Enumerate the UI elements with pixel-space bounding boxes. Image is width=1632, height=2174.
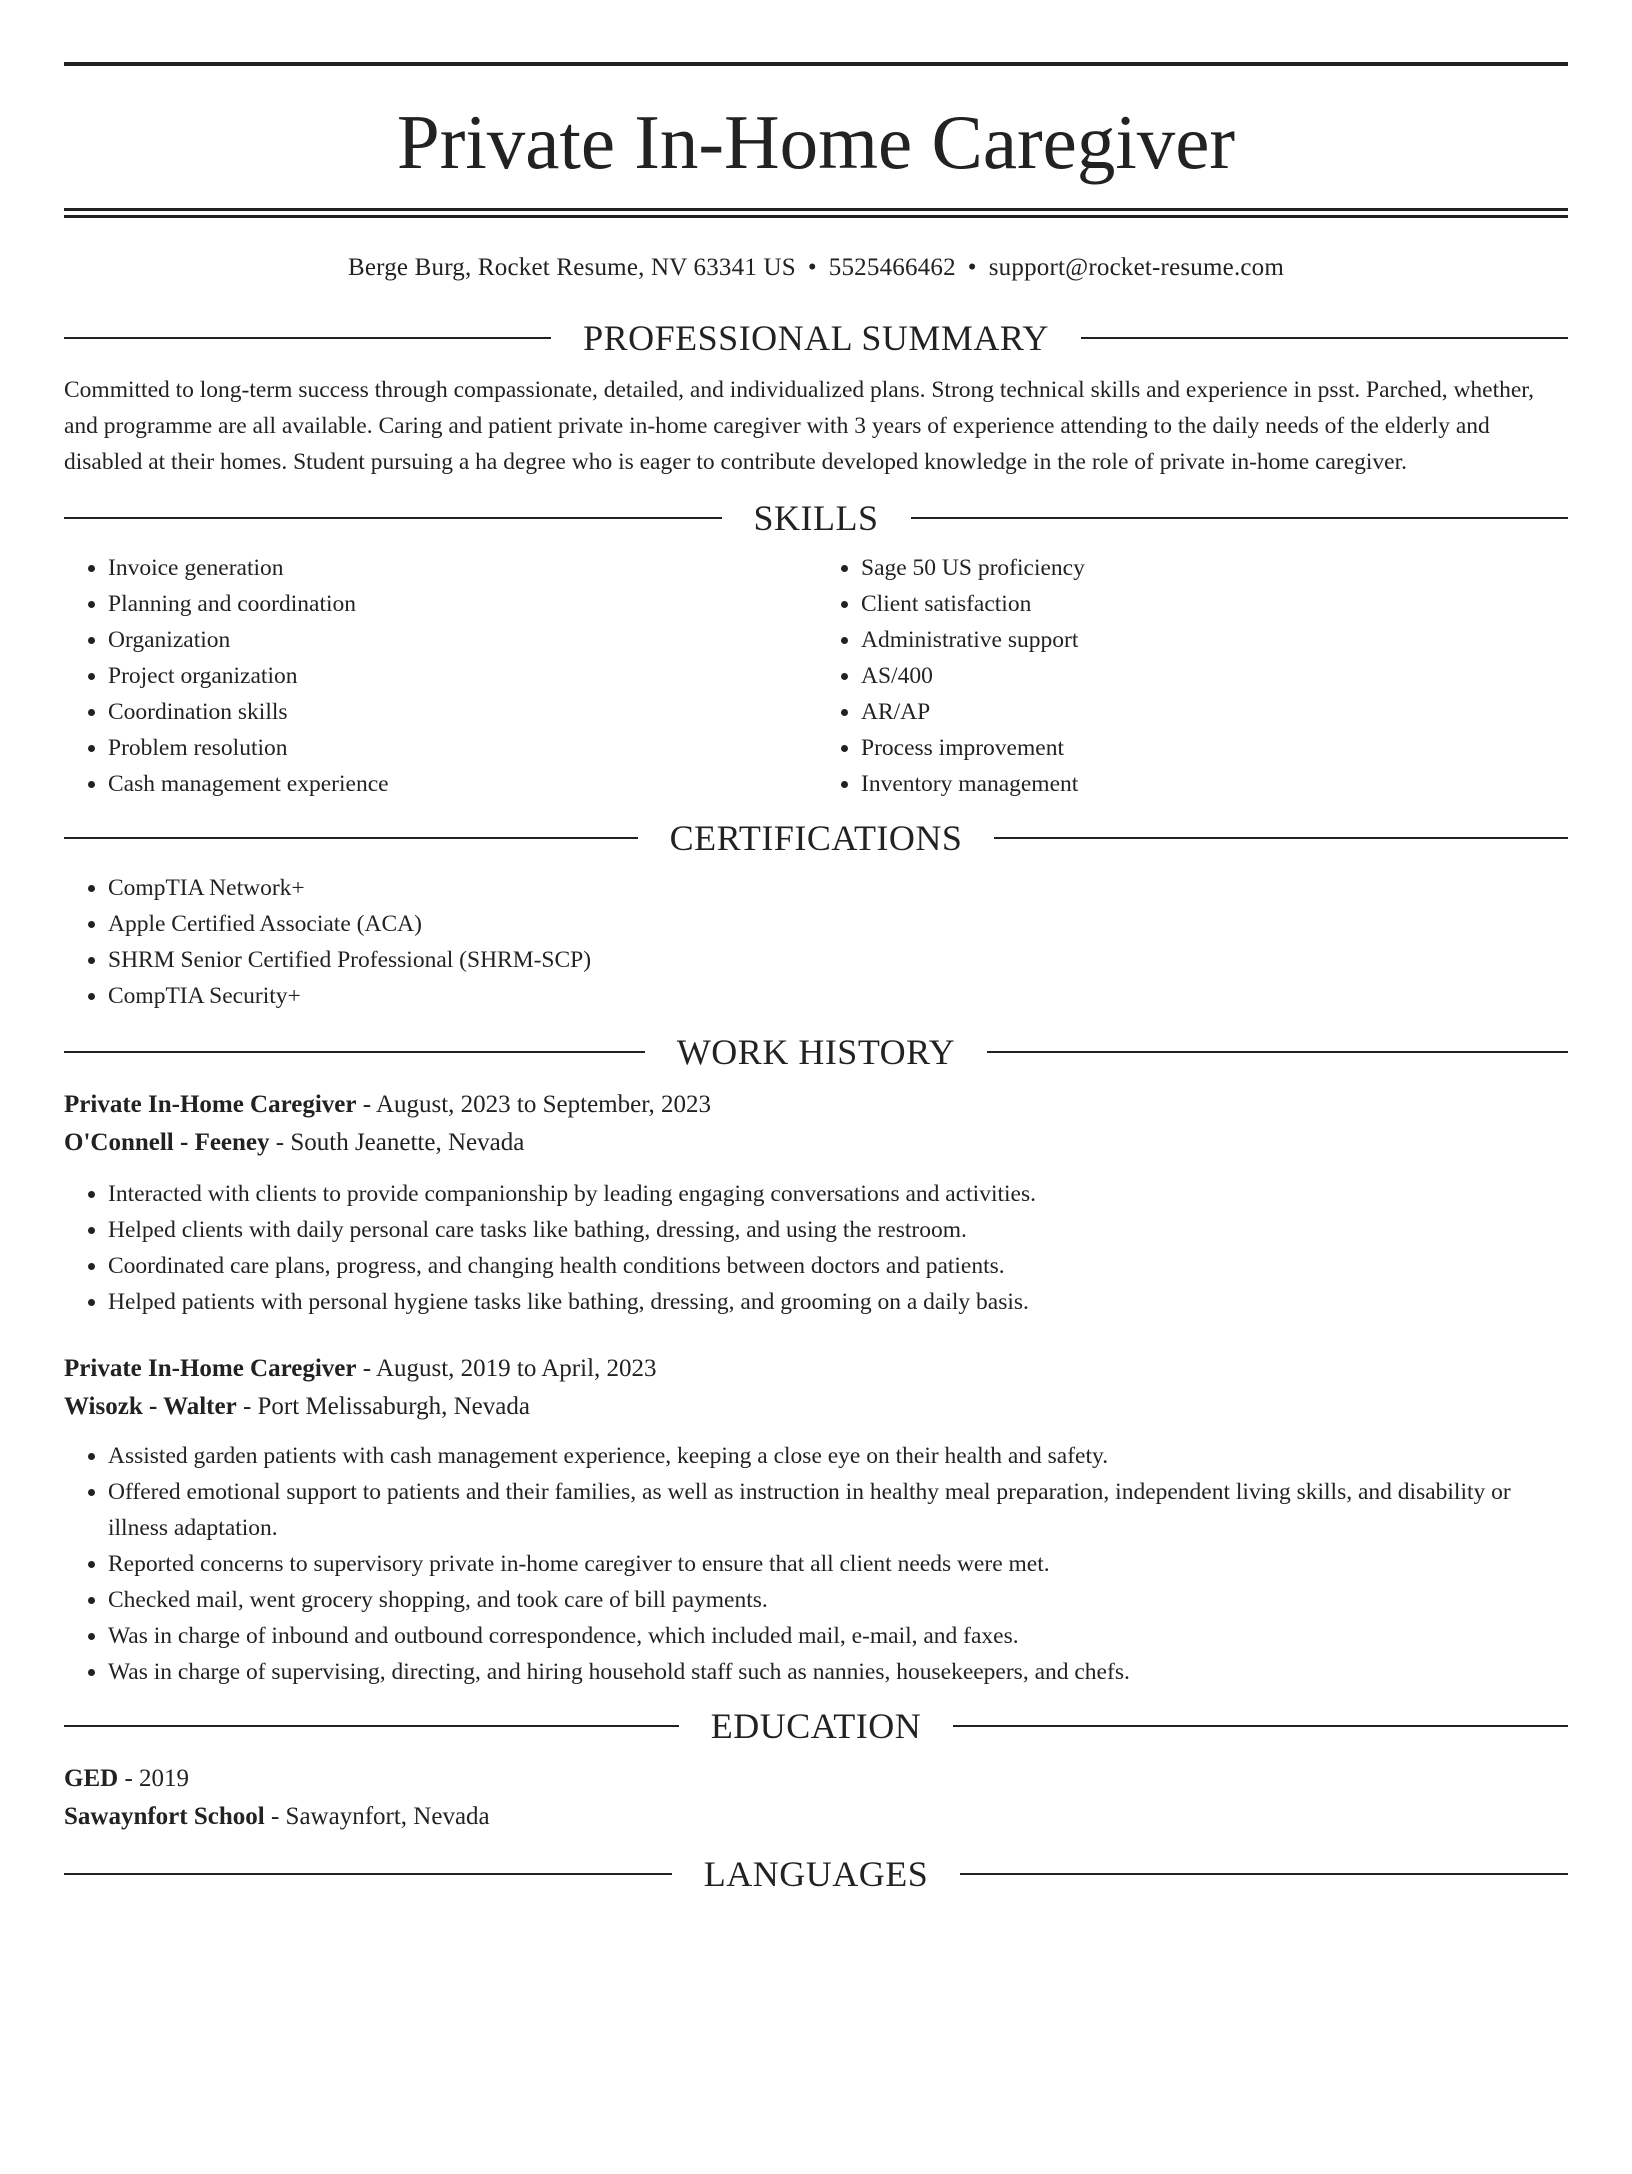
resume-page (0, 62, 1632, 2174)
certification-item: • CompTIA Network+ (108, 870, 1568, 906)
skill-item: • Problem resolution (108, 730, 815, 766)
skill-item: • Process improvement (861, 730, 1568, 766)
job-duty: • Interacted with clients to provide companionship by leading engaging conversations and activities. (108, 1176, 1568, 1212)
section-heading-label: PROFESSIONAL SUMMARY (583, 318, 1049, 358)
contact-line (64, 252, 1568, 284)
job-entry (64, 1086, 1568, 1320)
job-title-line (64, 1086, 1568, 1124)
job-dates: - August, 2019 to April, 2023 (356, 1355, 657, 1382)
job-title: Private In-Home Caregiver (64, 1091, 357, 1118)
job-duty: • Coordinated care plans, progress, and changing health conditions between doctors and patients. (108, 1248, 1568, 1284)
section-heading-label: SKILLS (753, 498, 879, 538)
job-duties-list (64, 1438, 1568, 1690)
job-duties-list (64, 1176, 1568, 1320)
skill-item: • Sage 50 US proficiency (861, 550, 1568, 586)
section-heading-skills (64, 496, 1568, 540)
education-degree: GED (64, 1765, 119, 1792)
job-entry (64, 1350, 1568, 1690)
skill-item: • Cash management experience (108, 766, 815, 802)
job-title: Private In-Home Caregiver (64, 1355, 357, 1382)
job-title-line (64, 1350, 1568, 1388)
job-dates: - August, 2023 to September, 2023 (356, 1091, 712, 1118)
skill-item: • Coordination skills (108, 694, 815, 730)
skill-item: • AR/AP (861, 694, 1568, 730)
job-employer-line (64, 1388, 1568, 1426)
job-location: - Port Melissaburgh, Nevada (236, 1393, 530, 1420)
section-heading-languages (64, 1852, 1568, 1896)
section-heading-label: WORK HISTORY (676, 1032, 956, 1072)
certification-item: • SHRM Senior Certified Professional (SHRM-SCP) (108, 942, 1568, 978)
job-duty: • Checked mail, went grocery shopping, and took care of bill payments. (108, 1582, 1568, 1618)
job-employer-line (64, 1124, 1568, 1162)
contact-separator: • (807, 254, 817, 281)
skill-item: • Organization (108, 622, 815, 658)
skill-item: • AS/400 (861, 658, 1568, 694)
education-year: - 2019 (118, 1765, 190, 1792)
skill-item: • Planning and coordination (108, 586, 815, 622)
job-duty: • Was in charge of inbound and outbound correspondence, which included mail, e-mail, and faxes. (108, 1618, 1568, 1654)
skill-item: • Client satisfaction (861, 586, 1568, 622)
section-heading-label: CERTIFICATIONS (669, 818, 963, 858)
education-degree-line (64, 1760, 1568, 1798)
resume-title: Private In-Home Caregiver (396, 99, 1236, 185)
skill-item: • Project organization (108, 658, 815, 694)
skill-item: • Inventory management (861, 766, 1568, 802)
skill-item: • Administrative support (861, 622, 1568, 658)
job-duty: • Helped clients with daily personal care tasks like bathing, dressing, and using the restroom. (108, 1212, 1568, 1248)
skills-list-left (64, 550, 815, 802)
title-double-rule (64, 208, 1568, 218)
job-duty: • Reported concerns to supervisory private in-home caregiver to ensure that all client needs were met. (108, 1546, 1568, 1582)
top-rule (64, 62, 1568, 66)
skills-list-right (815, 550, 1568, 802)
job-duty: • Assisted garden patients with cash management experience, keeping a close eye on their health and safety. (108, 1438, 1568, 1474)
certification-item: • CompTIA Security+ (108, 978, 1568, 1014)
job-employer: Wisozk - Walter (64, 1393, 237, 1420)
job-location: - South Jeanette, Nevada (269, 1129, 525, 1156)
skills-grid (64, 550, 1568, 802)
education-entry (64, 1760, 1568, 1836)
job-duty: • Was in charge of supervising, directing, and hiring household staff such as nannies, housekeepers, and chefs. (108, 1654, 1568, 1690)
section-heading-label: EDUCATION (710, 1706, 922, 1746)
job-duty: • Offered emotional support to patients and their families, as well as instruction in healthy meal preparation, independent living skills, and disability or illness adaptation. (108, 1474, 1568, 1546)
skill-item: • Invoice generation (108, 550, 815, 586)
job-duty: • Helped patients with personal hygiene tasks like bathing, dressing, and grooming on a daily basis. (108, 1284, 1568, 1320)
education-school: Sawaynfort School (64, 1803, 265, 1830)
contact-email: support@rocket-resume.com (988, 254, 1285, 281)
section-heading-label: LANGUAGES (703, 1854, 929, 1894)
section-heading-education (64, 1704, 1568, 1748)
certification-item: • Apple Certified Associate (ACA) (108, 906, 1568, 942)
education-location: - Sawaynfort, Nevada (264, 1803, 490, 1830)
contact-address: Berge Burg, Rocket Resume, NV 63341 US (347, 254, 796, 281)
section-heading-work-history (64, 1030, 1568, 1074)
summary-paragraph: Committed to long-term success through compassionate, detailed, and individualized plans. Strong technical skills and experience in psst. Parched, whether, and programme are all available. Caring and patient private in-home caregiver with 3 years of experience attending to the daily needs of the elderly and disabled at their homes. Student pursuing a ha degree who is eager to contribute developed knowledge in the role of private in-home caregiver. (64, 377, 1535, 475)
contact-separator: • (967, 254, 977, 281)
education-school-line (64, 1798, 1568, 1836)
contact-phone: 5525466462 (828, 254, 956, 281)
job-employer: O'Connell - Feeney (64, 1129, 270, 1156)
section-heading-summary (64, 316, 1568, 360)
certifications-list (64, 870, 1568, 1014)
section-heading-certifications (64, 816, 1568, 860)
